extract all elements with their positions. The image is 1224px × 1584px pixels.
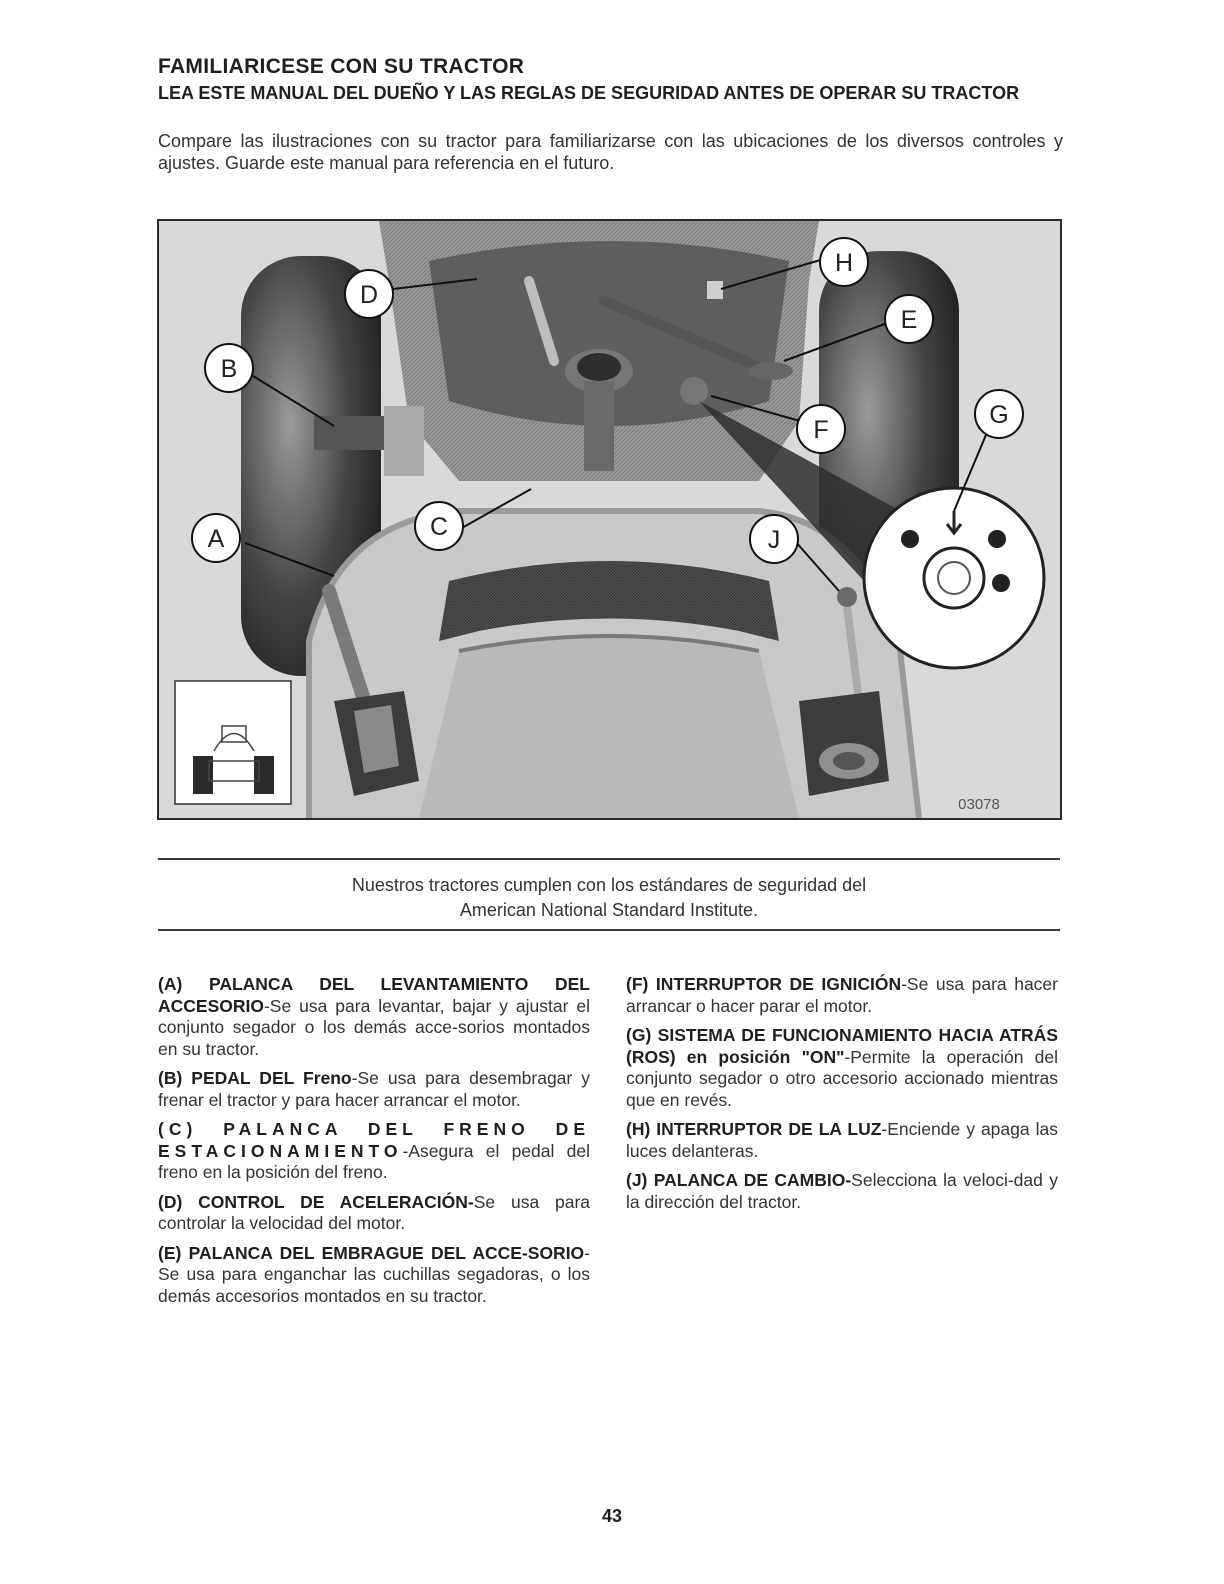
- description-g-term: (G) SISTEMA DE FUNCIONAMIENTO HACIA ATRÁS (ROS) en posición "ON": [626, 1025, 1058, 1067]
- seat-cushion: [419, 636, 799, 818]
- description-f: [626, 974, 1058, 1017]
- description-d-text: Se usa para controlar la velocidad del motor.: [158, 1191, 591, 1233]
- shift-lever-knob: [837, 587, 857, 607]
- callout-a: [192, 514, 240, 562]
- callout-d-letter: D: [359, 281, 379, 309]
- callout-c-letter: C: [429, 513, 449, 541]
- description-j-text: Selecciona la veloci-dad y la dirección del tractor.: [626, 1170, 1058, 1212]
- ansi-notice-line2: American National Standard Institute.: [459, 900, 759, 920]
- description-e-term: (E) PALANCA DEL EMBRAGUE DEL ACCE-SORIO: [158, 1242, 585, 1263]
- callout-h: [820, 238, 868, 286]
- page-title: FAMILIARICESE CON SU TRACTOR: [158, 55, 525, 78]
- page-subtitle: LEA ESTE MANUAL DEL DUEÑO Y LAS REGLAS DE SEGURIDAD ANTES DE OPERAR SU TRACTOR: [158, 83, 1020, 103]
- callout-e: [885, 295, 933, 343]
- descriptions-right-column: [626, 974, 1058, 1221]
- description-g-text: -Permite la operación del conjunto segador o otro accesorio accionado mientras que en revés.: [626, 1046, 1058, 1110]
- description-e: [158, 1243, 590, 1308]
- callout-g: [975, 390, 1023, 438]
- figure-code: 03078: [958, 796, 1000, 813]
- description-b-term: (B) PEDAL DEL Freno: [158, 1068, 352, 1088]
- description-c: [158, 1119, 590, 1184]
- callout-f-letter: F: [813, 416, 829, 444]
- rule-top: [158, 858, 1060, 860]
- description-e-text: -Se usa para enganchar las cuchillas segadoras, o los demás accesorios montados en su tractor.: [158, 1242, 590, 1306]
- description-b: [158, 1068, 590, 1111]
- description-a: [158, 974, 590, 1060]
- rule-bottom: [158, 929, 1060, 931]
- description-a-text: -Se usa para levantar, bajar y ajustar el conjunto segador o los demás acce-sorios montados en su tractor.: [158, 995, 590, 1059]
- descriptions-left-column: [158, 974, 590, 1315]
- description-j-term: (J) PALANCA DE CAMBIO-: [626, 1170, 852, 1190]
- description-a-term: (A) PALANCA DEL LEVANTAMIENTO DEL ACCESORIO: [158, 974, 590, 1016]
- tractor-controls-illustration: [157, 219, 1062, 820]
- description-g: [626, 1025, 1058, 1111]
- description-j: [626, 1170, 1058, 1213]
- callout-g-letter: G: [989, 401, 1009, 429]
- callout-a-letter: A: [207, 525, 225, 553]
- ansi-notice: [158, 873, 1060, 923]
- callout-d: [345, 270, 393, 318]
- description-b-text: -Se usa para desembragar y frenar el tractor y para hacer arrancar el motor.: [158, 1068, 590, 1110]
- callout-j-letter: J: [767, 526, 781, 554]
- callout-b: [205, 344, 253, 392]
- description-f-text: -Se usa para hacer arrancar o hacer parar el motor.: [626, 974, 1058, 1016]
- description-h-term: (H) INTERRUPTOR DE LA LUZ: [626, 1119, 882, 1139]
- callout-j: [750, 515, 798, 563]
- description-d-term: (D) CONTROL DE ACELERACIÓN-: [158, 1191, 474, 1212]
- callout-c: [415, 502, 463, 550]
- description-h-text: -Enciende y apaga las luces delanteras.: [626, 1119, 1058, 1161]
- callout-h-letter: H: [834, 249, 854, 277]
- intro-paragraph: Compare las ilustraciones con su tractor para familiarizarse con las ubicaciones de los diversos controles y ajustes. Guarde este manual para referencia en el futuro.: [158, 131, 1063, 173]
- description-f-term: (F) INTERRUPTOR DE IGNICIÓN: [626, 974, 902, 994]
- ansi-notice-line1: Nuestros tractores cumplen con los estándares de seguridad del: [351, 875, 867, 895]
- callout-b-letter: B: [220, 355, 238, 383]
- callout-f: [797, 405, 845, 453]
- page-number: 43: [601, 1506, 623, 1526]
- description-d: [158, 1192, 590, 1235]
- description-h: [626, 1119, 1058, 1162]
- description-c-text: -Asegura el pedal del freno en la posición del freno.: [158, 1140, 590, 1182]
- description-c-term: (C) PALANCA DEL FRENO DE ESTACIONAMIENTO: [158, 1119, 590, 1161]
- callout-e-letter: E: [900, 306, 918, 334]
